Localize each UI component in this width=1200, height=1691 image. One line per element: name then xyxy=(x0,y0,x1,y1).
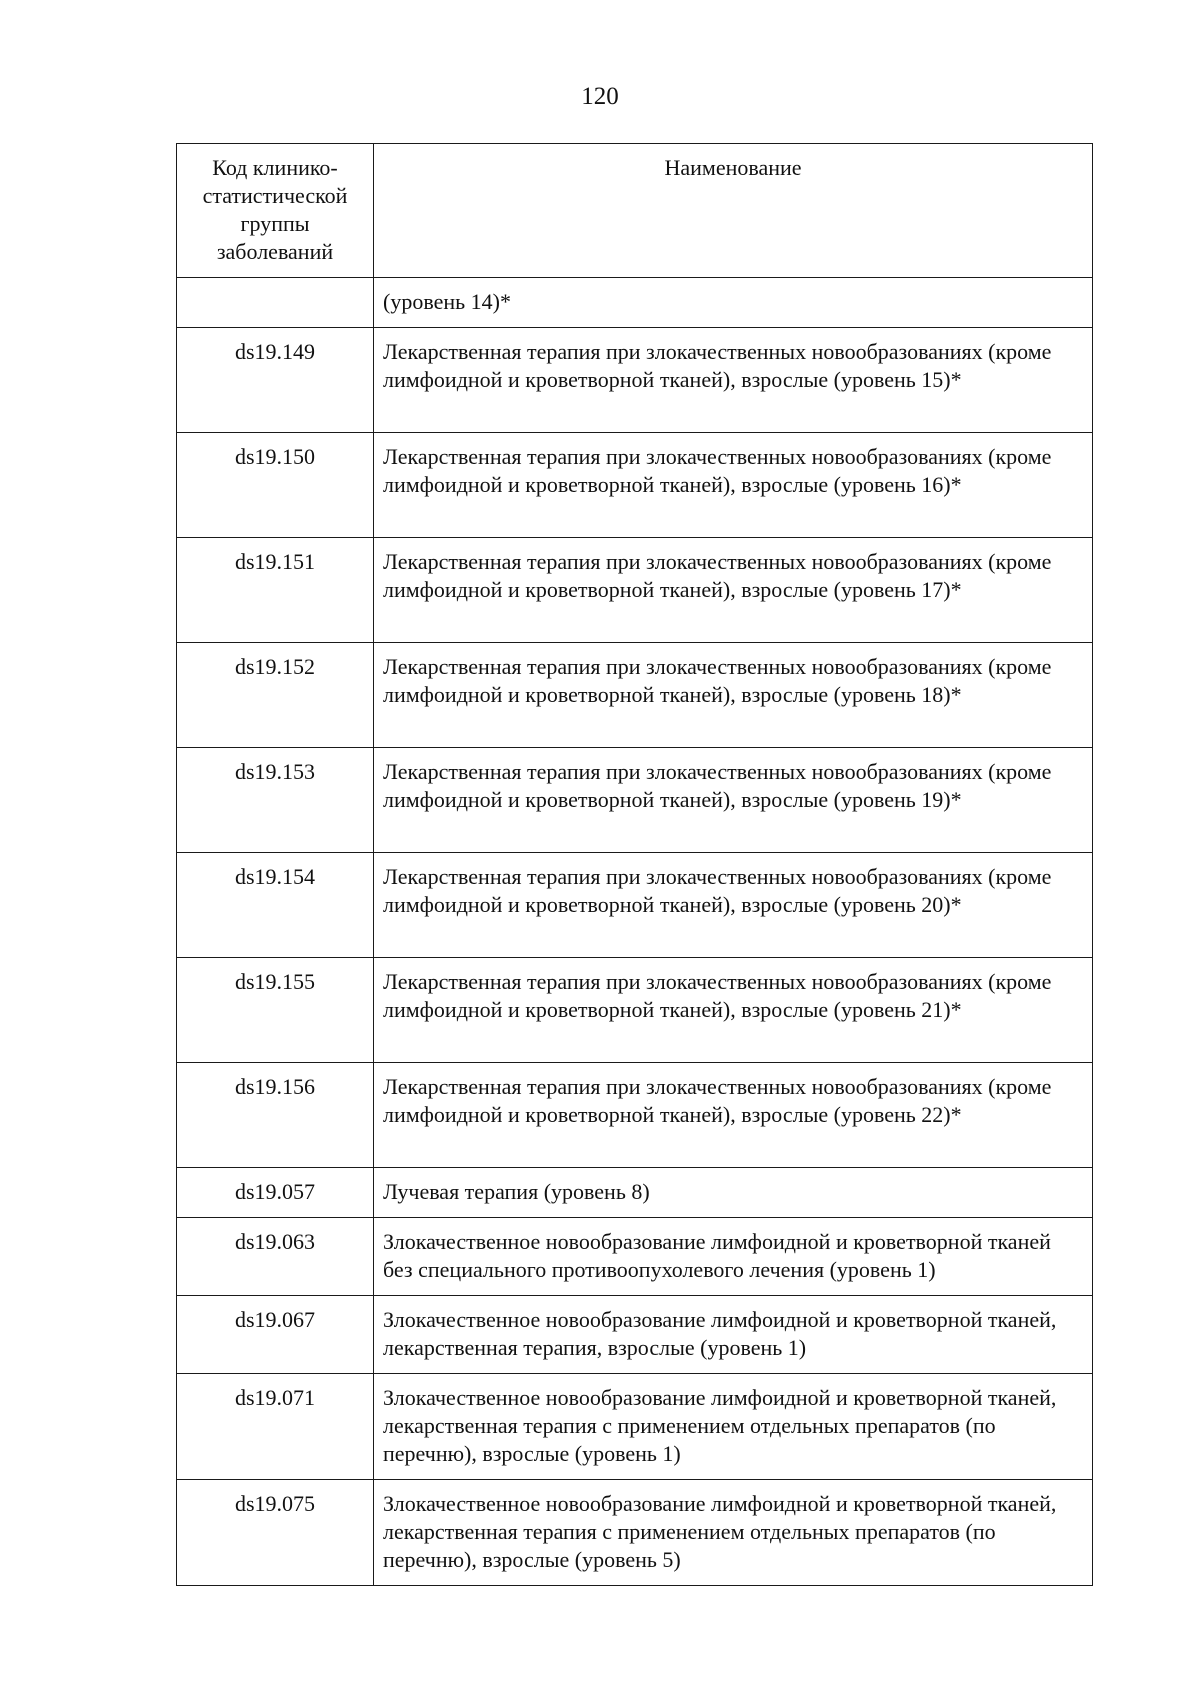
row-name: Лекарственная терапия при злокачественных новообразованиях (кроме лимфоидной и кроветворной тканей), взрослые (уровень 16)* xyxy=(374,433,1093,538)
row-code: ds19.152 xyxy=(177,643,374,748)
row-name: Злокачественное новообразование лимфоидной и кроветворной тканей без специального противоопухолевого лечения (уровень 1) xyxy=(374,1218,1093,1296)
table-row xyxy=(177,1218,1093,1296)
table-row xyxy=(177,328,1093,433)
csg-table xyxy=(176,143,1093,1586)
row-code: ds19.153 xyxy=(177,748,374,853)
table-row xyxy=(177,278,1093,328)
row-code: ds19.150 xyxy=(177,433,374,538)
header-name: Наименование xyxy=(374,144,1093,278)
row-code: ds19.154 xyxy=(177,853,374,958)
table-row xyxy=(177,1296,1093,1374)
row-code: ds19.063 xyxy=(177,1218,374,1296)
table-row xyxy=(177,1063,1093,1168)
row-code: ds19.071 xyxy=(177,1374,374,1480)
row-name: Лекарственная терапия при злокачественных новообразованиях (кроме лимфоидной и кроветворной тканей), взрослые (уровень 22)* xyxy=(374,1063,1093,1168)
row-name: Злокачественное новообразование лимфоидной и кроветворной тканей, лекарственная терапия с применением отдельных препаратов (по перечню), взрослые (уровень 5) xyxy=(374,1480,1093,1586)
table-row xyxy=(177,748,1093,853)
row-code: ds19.057 xyxy=(177,1168,374,1218)
row-code: ds19.156 xyxy=(177,1063,374,1168)
table-row xyxy=(177,538,1093,643)
row-name: Лучевая терапия (уровень 8) xyxy=(374,1168,1093,1218)
table-row xyxy=(177,643,1093,748)
row-name: Лекарственная терапия при злокачественных новообразованиях (кроме лимфоидной и кроветворной тканей), взрослые (уровень 18)* xyxy=(374,643,1093,748)
header-code: Код клинико-статистической группы заболеваний xyxy=(177,144,374,278)
table-row xyxy=(177,1374,1093,1480)
table-row xyxy=(177,1168,1093,1218)
table-row xyxy=(177,853,1093,958)
row-code: ds19.067 xyxy=(177,1296,374,1374)
table-header-row xyxy=(177,144,1093,278)
page-number: 120 xyxy=(581,83,619,110)
row-code: ds19.155 xyxy=(177,958,374,1063)
row-code: ds19.151 xyxy=(177,538,374,643)
row-name: Злокачественное новообразование лимфоидной и кроветворной тканей, лекарственная терапия с применением отдельных препаратов (по перечню), взрослые (уровень 1) xyxy=(374,1374,1093,1480)
row-name: (уровень 14)* xyxy=(374,278,1093,328)
table-row xyxy=(177,958,1093,1063)
table-row xyxy=(177,1480,1093,1586)
row-code xyxy=(177,278,374,328)
row-code: ds19.149 xyxy=(177,328,374,433)
row-name: Лекарственная терапия при злокачественных новообразованиях (кроме лимфоидной и кроветворной тканей), взрослые (уровень 17)* xyxy=(374,538,1093,643)
table-row xyxy=(177,433,1093,538)
row-name: Лекарственная терапия при злокачественных новообразованиях (кроме лимфоидной и кроветворной тканей), взрослые (уровень 21)* xyxy=(374,958,1093,1063)
row-code: ds19.075 xyxy=(177,1480,374,1586)
row-name: Злокачественное новообразование лимфоидной и кроветворной тканей, лекарственная терапия, взрослые (уровень 1) xyxy=(374,1296,1093,1374)
row-name: Лекарственная терапия при злокачественных новообразованиях (кроме лимфоидной и кроветворной тканей), взрослые (уровень 15)* xyxy=(374,328,1093,433)
row-name: Лекарственная терапия при злокачественных новообразованиях (кроме лимфоидной и кроветворной тканей), взрослые (уровень 20)* xyxy=(374,853,1093,958)
row-name: Лекарственная терапия при злокачественных новообразованиях (кроме лимфоидной и кроветворной тканей), взрослые (уровень 19)* xyxy=(374,748,1093,853)
